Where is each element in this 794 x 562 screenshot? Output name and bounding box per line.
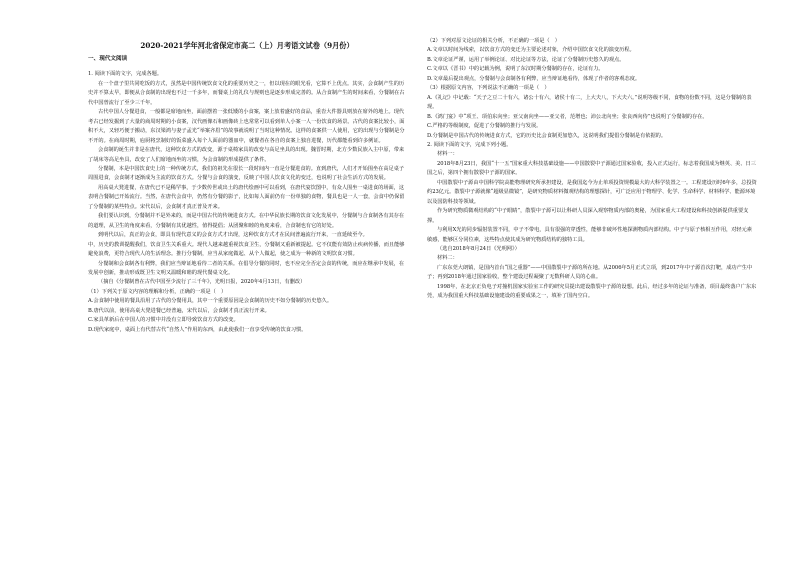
left-paragraph: （1）下列关于原文内容的理解和分析，正确的一项是（ ） <box>88 288 227 295</box>
right-column-body <box>427 37 757 302</box>
exam-title: 2020-2021学年河北省保定市高二（上）月考语文试卷（9月份） <box>140 41 354 50</box>
right-paragraph: B.文章论证严谨，运用了举例论证、对比论证等方法，论证了分餐制历史悠久的观点。 <box>427 56 625 63</box>
left-paragraph: 古代中国人分餐进食，一般都是席地而坐，面前摆着一张低矮的小食案，案上放着盛好的食品，重沓大件器具则放在席外的地上。现代考古已经发掘到了大量的商周时期的小食案，汉代画像石和画像砖上也常常可以看到单人小案一人一份饮食的场景。古代的食案比较小，面积不大，又轻巧便于搬动，东汉梁鸿与妻子孟光“举案齐眉”的故事就说明了当时这种情况。这样的食案供一人使用，它的出现与分餐制是分不开的。在商周时期，庖厨将烹制好的饭菜盛入每个人面前的器皿中，就餐者在各自的食案上独自进餐，历代都能看到许多例证。 <box>88 109 405 144</box>
right-paragraph: 与利用X光的同步辐射装置不同，中子不带电，具有很强的穿透性，能够非破坏性地探测物质内部结构。中子与原子核相互作用，对轻元素敏感，能够区分同位素，这些特点使其成为研究物质结构的独特工具。 <box>427 227 752 243</box>
right-paragraph: C.严格的等级制度，促进了分餐制的推行与发展。 <box>427 123 542 130</box>
section-heading: 一、现代文阅读 <box>88 56 128 62</box>
right-paragraph: C.文章以《晋书》中的记载为例，说明了东汉时期分餐制的存在，论证有力。 <box>427 66 604 73</box>
right-paragraph: A.文章以时间为线索，以饮食方式的变迁为主要论述对象，介绍中国饮食文化的演变历程。 <box>427 47 635 54</box>
left-paragraph: 分餐制，本是中国饮食史上的一种传统方式，我们的祖先在很长一段时间内一直是分餐进食的。直到唐代，人们才开始围坐在高足桌子周围进食，会食制才逐渐成为主流的饮食方式。分餐与会食的演变，反映了中国人饮食文化的变迁，也说明了社会生活方式的发展。 <box>88 165 405 182</box>
left-paragraph: 我们要认识到，分餐制并不是外来的，而是中国古代的传统进食方式。在中华民族长期的饮食文化发展中，分餐制与合食制各有其存在的道理，从卫生的角度来看，分餐制有其优越性，值得提倡；从团聚和睦的角度来看，合食制也有它的好处。 <box>88 213 405 229</box>
right-paragraph: B.《鸿门宴》中“项王、项伯东向坐；亚父南向坐——亚父者，范增也；沛公北向坐；张良西向侍”也说明了分餐制的存在。 <box>427 113 708 120</box>
left-paragraph: B.唐代以前，使用高桌大凳进餐已经普遍，宋代以后，会食制才真正流行开来。 <box>88 307 270 314</box>
left-paragraph: 在一个盘子里共同吃饭的方式，虽然是中国传统饮食文化的重要历史之一，但以现在的眼光看，它算不上优点。其实，会食制产生的历史并不算太早，即便从合食制的出现也不过一千多年，而餐桌上的礼仪与规则也是逐步形成完善的。从合食制产生的时间来看，分餐制在古代中国曾流行了至少三千年。 <box>88 80 405 106</box>
left-paragraph: 中，历史的教训提醒我们，饮食卫生关系重大。现代人越来越重视饮食卫生，分餐制又重新被提起。它不仅能有效防止疾病传播，而且能够避免浪费，更符合现代人的生活理念。推行分餐制，应当从家庭做起、从个人做起，使之成为一种新的文明饮食习惯。 <box>88 241 405 258</box>
left-paragraph: 1. 阅读下面的文字，完成各题。 <box>88 71 163 78</box>
right-paragraph: 2. 阅读下面的文字，完成下列小题。 <box>427 141 512 148</box>
right-paragraph: 2018年8月23日，我国“十一五”国家重大科技基础设施——中国散裂中子源通过国家验收，投入正式运行，标志着我国成为继英、美、日三国之后，第四个拥有散裂中子源的国家。 <box>427 160 756 177</box>
right-paragraph: D.文章最后提出观点，分餐制与会食制各有利弊，应当辩证地看待，体现了作者的客观态度。 <box>427 75 641 82</box>
right-paragraph: 中国散裂中子源由中国科学院高能物理研究所承担建设，是我国迄今为止单项投资规模最大的大科学装置之一。工程建设历时6年多，总投资约23亿元。散裂中子源就像“超级显微镜”，是研究物质材料微观结构的理想探针，可广泛应用于物理学、化学、生命科学、材料科学、能源环境以及国防科技等领域。 <box>427 179 757 205</box>
right-paragraph: （选自2018年8月24日《光明网》） <box>437 245 520 252</box>
left-column-body <box>88 70 406 335</box>
left-paragraph: （摘自《分餐制曾在古代中国至少流行了三千年》，光明日报，2020年4月13日，有删改） <box>98 279 306 286</box>
right-paragraph: （3）根据原文内容，下列说法不正确的一项是（ ） <box>427 85 550 92</box>
right-paragraph: A.《礼记》中记载：“天子之豆二十有六，诸公十有六，诸侯十有二，上大夫八，下大夫六。”说明等级不同，食物的份数不同，这是分餐制的表现。 <box>427 94 752 111</box>
right-column <box>427 37 757 302</box>
left-paragraph: A.会食制中使用的餐具沿用了古代的分餐用具，其中一个重要原因是会食制的历史不如分餐制的历史悠久。 <box>88 298 333 305</box>
left-paragraph: C.家具革新后在中国人的习惯中并没有立即导致饮食方式的改变。 <box>88 317 239 324</box>
left-paragraph: 用高桌大凳进餐，在唐代已不是稀罕事，于少数传世或出土的唐代绘画中可以看到，在唐代宴饮图中，有众人围坐一桌进食的场面，这表明合餐制已开始流行。当然，在唐代会食中，仍然有分餐的影子，比如每人面前仍有一份单独的食物，餐具也是一人一套，会食中仍保留了分餐制的某些特点。宋代以后，会食制才真正普及开来。 <box>88 184 405 210</box>
left-paragraph: 分餐制和会食制各有利弊，我们应当辩证地看待二者的关系。在倡导分餐的同时，也不应完全否定会食的传统，而应在继承中发展，在发展中创新，推动形成既卫生文明又温暖和睦的现代餐桌文化。 <box>88 260 405 276</box>
right-paragraph: （2）下列对原文论证的相关分析，不正确的一项是（ ） <box>427 38 560 44</box>
left-paragraph: D.现代家庭中，桌面上有代替古代“自然人”作用的东西，由此使我们一直享受传统的饮食习惯。 <box>88 326 307 333</box>
right-paragraph: 作为研究物质微观结构的“中子眼睛”，散裂中子源可以让科研人员深入观察物质内部的奥秘，为国家重大工程建设和科技创新提供重要支撑。 <box>427 208 749 224</box>
right-paragraph: 材料二： <box>437 255 458 262</box>
left-paragraph: 会食制的诞生并非是在唐代，这种饮食方式的改变，源于桌椅家具的改变与高足坐具的出现。魏晋时期，北方少数民族入主中原，带来了胡床等高足坐具，改变了人们席地而坐的习惯，为会食制的形成提供了条件。 <box>88 147 405 163</box>
left-column <box>88 55 406 335</box>
right-paragraph: 1998年，在北京正负电子对撞机国家实验室工作的研究员提出建设散裂中子源的设想。此后，经过多年的论证与准备，项目最终落户广东东莞，成为我国重大科技基础设施建设的重要成果之一，填补了国内空白。 <box>427 283 757 300</box>
right-paragraph: D.分餐制是中国古代的传统进食方式，它的历史比会食制更加悠久，这说明我们提倡分餐制是有依据的。 <box>427 132 667 139</box>
left-paragraph: 到明代以后，真正的会食，即具有现代意义的会食方式才出现，这种饮食方式才在民间普遍流行开来，一直延续至今。 <box>98 232 368 239</box>
right-paragraph: 广东东莞大朗镇，是国内首台“国之重器”——中国散裂中子源的所在地。从2006年5月正式立项，到2017年中子源首次打靶，成功产生中子；再到2018年通过国家验收，整个建设过程凝聚了无数科研人员的心血。 <box>427 264 753 281</box>
right-paragraph: 材料一： <box>437 151 458 158</box>
